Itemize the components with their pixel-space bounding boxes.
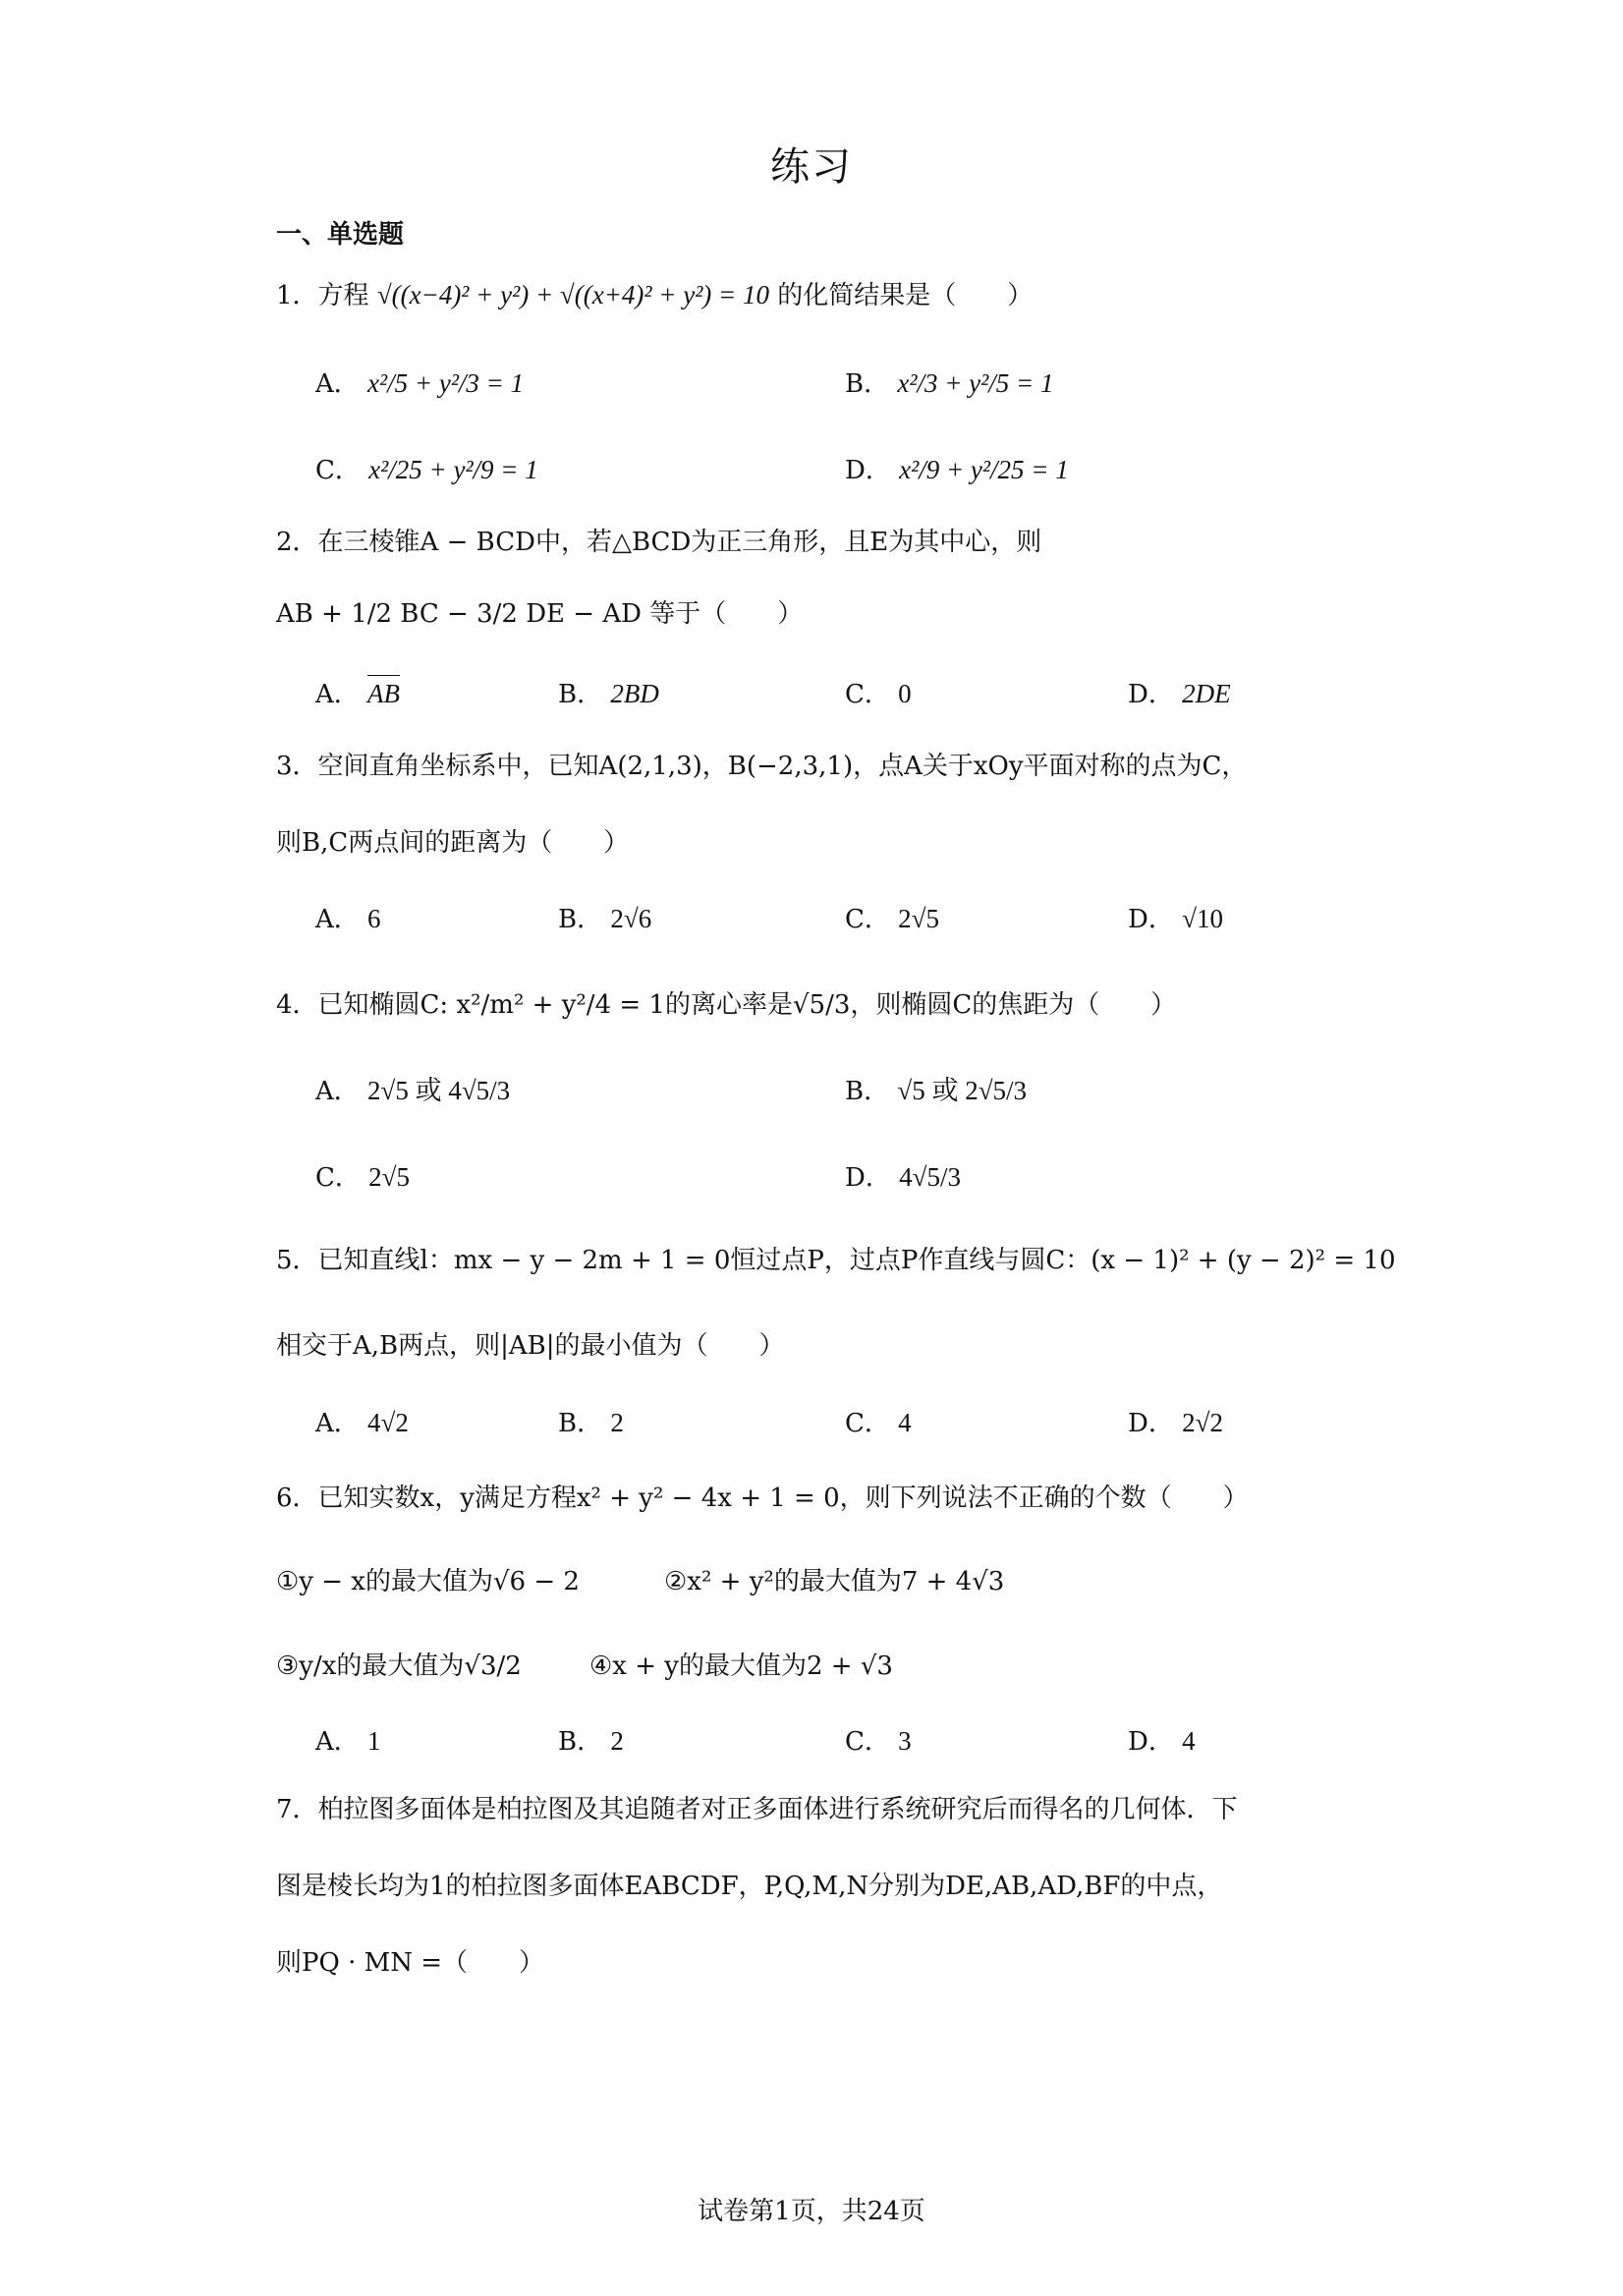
option-value: 6 [367,904,381,933]
question-1-equation: √((x−4)² + y²) + √((x+4)² + y²) = 10 [376,280,770,309]
question-3-option-a [315,899,381,939]
option-label: A． [315,905,360,934]
option-value: 2BD [610,679,659,708]
option-value: 2 [610,1408,624,1437]
option-value: 2√2 [1182,1408,1223,1437]
option-label: C． [845,1727,890,1757]
question-1-option-a [315,364,524,404]
question-3-option-d [1128,899,1223,939]
option-label: D． [1128,680,1174,709]
question-6-statement-2: ②x² + y²的最大值为7 + 4√3 [664,1567,1005,1596]
question-6-option-b [558,1721,624,1762]
question-4-option-d [845,1157,961,1198]
page-title: 练习 [770,144,853,190]
option-label: B． [558,1727,603,1757]
option-label: D． [845,456,891,485]
option-label: A． [315,1727,360,1757]
question-2-option-d [1128,674,1231,714]
page-footer: 试卷第1页，共24页 [698,2197,925,2226]
option-label: B． [558,680,603,709]
question-6-line-1: 6．已知实数x，y满足方程x² + y² − 4x + 1 = 0，则下列说法不正确的个数（ ） [276,1484,1249,1513]
option-value: x²/25 + y²/9 = 1 [368,455,538,484]
question-5-line-1: 5．已知直线l：mx − y − 2m + 1 = 0恒过点P，过点P作直线与圆C：(x − 1)² + (y − 2)² = 10 [276,1246,1396,1275]
question-4-option-b [845,1071,1027,1111]
question-6-statement-4: ④x + y的最大值为2 + √3 [589,1652,893,1681]
option-label: B． [845,369,890,399]
option-label: A． [315,1409,360,1438]
question-6-statement-1: ①y − x的最大值为√6 − 2 [276,1567,580,1596]
option-label: A． [315,369,360,399]
option-value: 2√5 [898,904,939,933]
option-label: B． [845,1077,890,1106]
option-value: 2√5 或 4√5/3 [367,1076,511,1105]
option-label: C． [845,1409,890,1438]
question-1-suffix: 的化简结果是（ ） [777,281,1034,310]
option-value: √10 [1182,904,1223,933]
question-3-option-b [558,899,651,939]
question-5-option-b [558,1403,624,1443]
question-2-line-1: 2．在三棱锥A − BCD中，若△BCD为正三角形，且E为其中心，则 [276,528,1042,557]
question-6-option-a [315,1721,381,1762]
question-3-line-1: 3．空间直角坐标系中，已知A(2,1,3)，B(−2,3,1)，点A关于xOy平面对称的点为C， [276,752,1248,781]
question-2-option-c [845,674,912,714]
question-7-line-1: 7．柏拉图多面体是柏拉图及其追随者对正多面体进行系统研究后而得名的几何体．下 [276,1795,1238,1824]
option-value: AB [367,679,401,708]
question-2-option-a [315,674,400,714]
option-label: D． [1128,1727,1174,1757]
question-4-line-1: 4．已知椭圆C: x²/m² + y²/4 = 1的离心率是√5/3，则椭圆C的焦距为（ ） [276,990,1177,1020]
question-2-line-2: AB + 1/2 BC − 3/2 DE − AD 等于（ ） [276,599,804,629]
option-label: B． [558,905,603,934]
question-1-prefix: 1．方程 [276,281,369,310]
question-1-option-c [315,450,538,490]
option-label: C． [315,1163,361,1193]
option-value: 2DE [1182,679,1231,708]
question-3-line-2: 则B,C两点间的距离为（ ） [276,828,630,858]
option-label: C． [315,456,361,485]
option-label: D． [845,1163,891,1193]
question-5-option-c [845,1403,912,1443]
option-value: 2 [610,1726,624,1756]
option-value: √5 或 2√5/3 [897,1076,1028,1105]
question-6-statement-3: ③y/x的最大值为√3/2 [276,1652,522,1681]
question-2-option-b [558,674,659,714]
option-label: A． [315,1077,360,1106]
option-value: x²/5 + y²/3 = 1 [367,368,525,398]
option-value: 4√2 [367,1408,409,1437]
option-label: D． [1128,905,1174,934]
option-value: 4 [1182,1726,1196,1756]
option-value: 4√5/3 [899,1162,961,1192]
option-value: 1 [367,1726,381,1756]
question-1-option-d [845,450,1069,490]
option-label: C． [845,680,890,709]
question-7-line-2: 图是棱长均为1的柏拉图多面体EABCDF，P,Q,M,N分别为DE,AB,AD,BF的中点， [276,1872,1223,1901]
option-value: x²/3 + y²/5 = 1 [897,368,1054,398]
question-7-line-3: 则PQ · MN =（ ） [276,1948,545,1978]
question-3-option-c [845,899,939,939]
option-label: A． [315,680,360,709]
option-label: D． [1128,1409,1174,1438]
question-4-option-a [315,1071,510,1111]
option-value: 2√6 [610,904,652,933]
question-1-stem [276,275,1033,315]
option-value: x²/9 + y²/25 = 1 [899,455,1069,484]
question-6-option-c [845,1721,912,1762]
question-6-option-d [1128,1721,1196,1762]
option-value: 2√5 [368,1162,410,1192]
question-5-option-a [315,1403,409,1443]
question-5-line-2: 相交于A,B两点，则|AB|的最小值为（ ） [276,1331,785,1361]
option-label: C． [845,905,890,934]
option-label: B． [558,1409,603,1438]
option-value: 4 [898,1408,912,1437]
option-value: 3 [898,1726,912,1756]
question-4-option-c [315,1157,410,1198]
option-value: 0 [898,679,912,708]
question-1-option-b [845,364,1053,404]
question-5-option-d [1128,1403,1223,1443]
section-heading: 一、单选题 [276,220,405,250]
